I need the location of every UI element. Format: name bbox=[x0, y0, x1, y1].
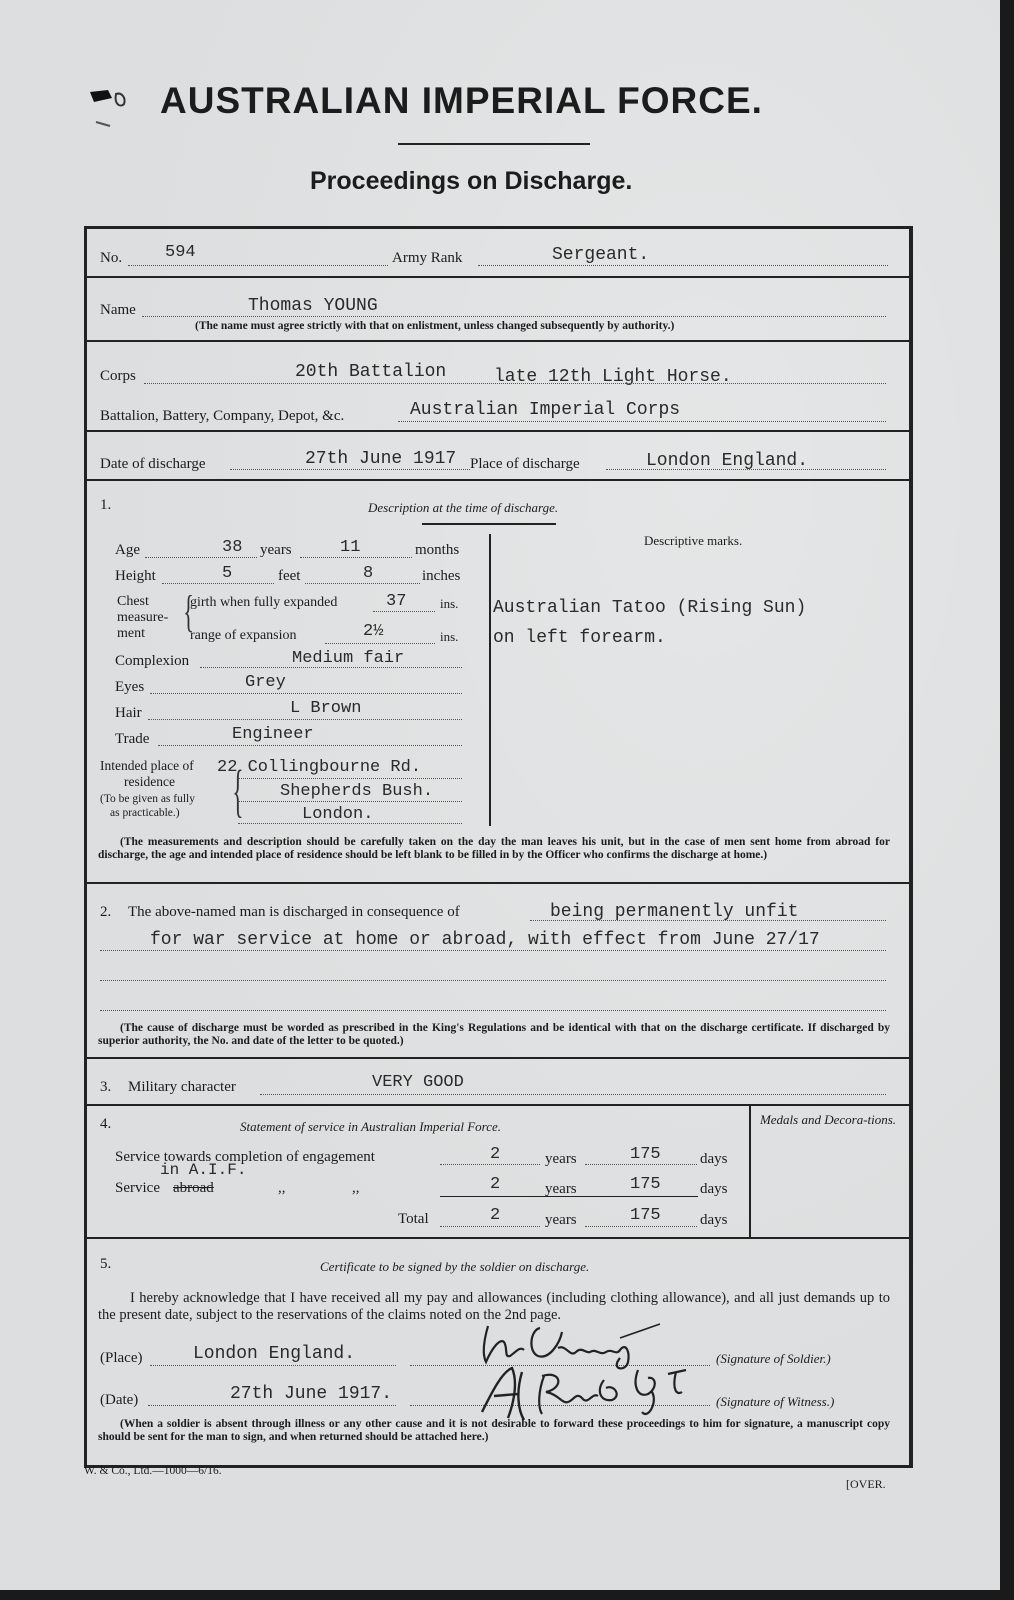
punch-hole-mark bbox=[86, 84, 146, 134]
residence-line-3: London. bbox=[302, 805, 374, 824]
dotted-line bbox=[150, 1365, 396, 1366]
medals-column-divider bbox=[749, 1104, 751, 1237]
marks-line-1: Australian Tatoo (Rising Sun) bbox=[493, 598, 807, 618]
dotted-line bbox=[230, 469, 470, 470]
chest-label: measure- bbox=[117, 610, 169, 625]
medals-label: Medals and Decora-tions. bbox=[759, 1112, 897, 1127]
range-label: range of expansion bbox=[190, 628, 297, 643]
dotted-line bbox=[100, 1010, 886, 1011]
dotted-line bbox=[238, 823, 462, 824]
dotted-line bbox=[530, 920, 886, 921]
residence-line-2: Shepherds Bush. bbox=[280, 782, 434, 801]
section2-value-line-1: being permanently unfit bbox=[550, 902, 799, 922]
corps-value-1: 20th Battalion bbox=[295, 362, 447, 382]
corps-value-2: late 12th Light Horse. bbox=[494, 367, 732, 387]
dotted-line bbox=[300, 557, 412, 558]
section5-number: 5. bbox=[100, 1256, 112, 1272]
sum-line bbox=[440, 1196, 698, 1197]
years-label: years bbox=[545, 1212, 577, 1228]
form-subtitle: Proceedings on Discharge. bbox=[310, 167, 633, 195]
complexion-label: Complexion bbox=[115, 653, 190, 669]
chest-label: ment bbox=[117, 626, 145, 641]
over-mark: [OVER. bbox=[846, 1477, 886, 1491]
heading-underline bbox=[422, 523, 556, 525]
girth-label: girth when fully expanded bbox=[190, 595, 338, 610]
chest-label: Chest bbox=[117, 594, 149, 609]
days-label: days bbox=[700, 1151, 728, 1167]
service-row2-insert: in A.I.F. bbox=[160, 1161, 247, 1179]
eyes-label: Eyes bbox=[115, 679, 145, 695]
dotted-line bbox=[100, 950, 886, 951]
section1-heading: Description at the time of discharge. bbox=[368, 500, 559, 515]
dotted-line bbox=[585, 1164, 697, 1165]
girth-value: 37 bbox=[386, 592, 407, 611]
section5-note: (When a soldier is absent through illness or any other cause and it is not desirable to forward these proceedings to him for signature, a manuscript copy should be sent for the man to sign, and when returned should be attached here.) bbox=[98, 1418, 890, 1443]
service-row1-years: 2 bbox=[490, 1145, 501, 1164]
battalion-label: Battalion, Battery, Company, Depot, &c. bbox=[100, 408, 345, 424]
marks-line-2: on left forearm. bbox=[493, 628, 666, 648]
section4-number: 4. bbox=[100, 1116, 112, 1132]
dotted-line bbox=[200, 667, 462, 668]
divider bbox=[84, 430, 909, 432]
dotted-line bbox=[305, 583, 420, 584]
dotted-line bbox=[148, 1405, 396, 1406]
divider bbox=[84, 1237, 909, 1239]
printer-mark: W. & Co., Ltd.—1000—6/16. bbox=[84, 1465, 222, 1477]
dotted-line bbox=[148, 719, 462, 720]
section2-note: (The cause of discharge must be worded as prescribed in the King's Regulations and be identical with that on the discharge certificate. If discharged by superior authority, the No. and date of the letter to be quoted.) bbox=[98, 1022, 890, 1047]
residence-label: as practicable.) bbox=[110, 807, 180, 819]
dotted-line bbox=[260, 1094, 886, 1095]
ins-label: ins. bbox=[440, 629, 459, 644]
dotted-line bbox=[128, 265, 388, 266]
divider bbox=[84, 1104, 909, 1106]
discharge-place-label: Place of discharge bbox=[470, 456, 580, 472]
total-label: Total bbox=[398, 1211, 429, 1227]
section2-value-line-2: for war service at home or abroad, with effect from June 27/17 bbox=[150, 930, 820, 950]
place-value: London England. bbox=[193, 1344, 356, 1364]
dotted-line bbox=[144, 383, 886, 384]
feet-label: feet bbox=[278, 568, 301, 584]
hair-label: Hair bbox=[115, 705, 142, 721]
section1-note: (The measurements and description should be carefully taken on the day the man leaves his unit, but in the case of men sent home from abroad for discharge, the age and intended place of residence should be left blank to be filled in by the Officer who confirms the discharge at home.) bbox=[98, 836, 890, 861]
ditto-mark: ,, bbox=[352, 1180, 360, 1196]
witness-signature bbox=[472, 1362, 712, 1426]
signature-soldier-label: (Signature of Soldier.) bbox=[716, 1351, 831, 1366]
dotted-line bbox=[606, 469, 886, 470]
section1-number: 1. bbox=[100, 497, 112, 513]
total-days: 175 bbox=[630, 1206, 661, 1225]
section5-heading: Certificate to be signed by the soldier on discharge. bbox=[320, 1259, 590, 1274]
section5-text: I hereby acknowledge that I have received all my pay and allowances (including clothing allowance), and all just demands up to the present date, subject to the reservations of the claims noted on the 2nd page. bbox=[98, 1290, 890, 1323]
divider bbox=[84, 479, 909, 481]
section1-column-divider bbox=[489, 534, 491, 826]
years-label: years bbox=[260, 542, 292, 558]
residence-label: (To be given as fully bbox=[100, 793, 196, 805]
rank-label: Army Rank bbox=[392, 250, 463, 266]
name-note: (The name must agree strictly with that on enlistment, unless changed subsequently by authority.) bbox=[195, 320, 675, 332]
dotted-line bbox=[398, 421, 886, 422]
dotted-line bbox=[373, 611, 435, 612]
place-label: (Place) bbox=[100, 1350, 143, 1366]
date-value: 27th June 1917. bbox=[230, 1384, 393, 1404]
total-years: 2 bbox=[490, 1206, 501, 1225]
section3-number: 3. bbox=[100, 1079, 112, 1095]
dotted-line bbox=[585, 1226, 697, 1227]
section2-label: The above-named man is discharged in consequence of bbox=[128, 904, 460, 920]
dotted-line bbox=[325, 643, 435, 644]
service-row2-years: 2 bbox=[490, 1175, 501, 1194]
dotted-line bbox=[478, 265, 888, 266]
service-row2-days: 175 bbox=[630, 1175, 661, 1194]
inches-label: inches bbox=[422, 568, 461, 584]
days-label: days bbox=[700, 1181, 728, 1197]
hair-value: L Brown bbox=[290, 699, 362, 718]
divider bbox=[84, 276, 909, 278]
residence-brace: { bbox=[232, 758, 244, 823]
battalion-value: Australian Imperial Corps bbox=[410, 400, 681, 420]
years-label: years bbox=[545, 1181, 577, 1197]
age-months-value: 11 bbox=[340, 538, 361, 557]
dotted-line bbox=[238, 778, 462, 779]
service-row2-label: Service bbox=[115, 1180, 160, 1196]
service-row1-days: 175 bbox=[630, 1145, 661, 1164]
ditto-mark: ,, bbox=[278, 1180, 286, 1196]
signature-witness-label: (Signature of Witness.) bbox=[716, 1394, 835, 1409]
dotted-line bbox=[162, 583, 274, 584]
residence-label: Intended place of bbox=[100, 758, 194, 773]
section2-number: 2. bbox=[100, 904, 112, 920]
dotted-line bbox=[142, 316, 886, 317]
discharge-place-value: London England. bbox=[646, 451, 809, 471]
name-label: Name bbox=[100, 302, 136, 318]
ins-label: ins. bbox=[440, 596, 459, 611]
dotted-line bbox=[158, 745, 462, 746]
months-label: months bbox=[415, 542, 460, 558]
form-title: AUSTRALIAN IMPERIAL FORCE. bbox=[160, 80, 763, 121]
trade-label: Trade bbox=[115, 731, 150, 747]
eyes-value: Grey bbox=[245, 673, 286, 692]
section4-heading: Statement of service in Australian Imperial Force. bbox=[240, 1119, 502, 1134]
rank-value: Sergeant. bbox=[552, 245, 650, 265]
years-label: years bbox=[545, 1151, 577, 1167]
divider bbox=[84, 340, 909, 342]
corps-label: Corps bbox=[100, 368, 136, 384]
dotted-line bbox=[440, 1226, 540, 1227]
title-underline bbox=[398, 143, 590, 145]
divider bbox=[84, 882, 909, 884]
dotted-line bbox=[150, 693, 462, 694]
divider bbox=[84, 1057, 909, 1059]
dotted-line bbox=[238, 801, 462, 802]
military-character-value: VERY GOOD bbox=[372, 1073, 464, 1092]
discharge-date-label: Date of discharge bbox=[100, 456, 206, 472]
age-label: Age bbox=[115, 542, 140, 558]
height-inches-value: 8 bbox=[363, 564, 374, 583]
range-value: 2½ bbox=[363, 622, 384, 641]
trade-value: Engineer bbox=[232, 725, 314, 744]
dotted-line bbox=[100, 980, 886, 981]
dotted-line bbox=[145, 557, 257, 558]
no-label: No. bbox=[100, 250, 123, 266]
residence-label: residence bbox=[124, 774, 175, 789]
service-row1-label: Service towards completion of engagement bbox=[115, 1149, 375, 1165]
dotted-line bbox=[440, 1164, 540, 1165]
height-feet-value: 5 bbox=[222, 564, 233, 583]
service-row2-struck: abroad bbox=[173, 1180, 214, 1196]
height-label: Height bbox=[115, 568, 156, 584]
residence-line-1: 22 Collingbourne Rd. bbox=[217, 758, 422, 777]
no-value: 594 bbox=[165, 243, 196, 262]
age-years-value: 38 bbox=[222, 538, 243, 557]
days-label: days bbox=[700, 1212, 728, 1228]
chest-brace: { bbox=[183, 587, 194, 636]
marks-label: Descriptive marks. bbox=[644, 533, 743, 548]
name-value: Thomas YOUNG bbox=[248, 296, 378, 316]
section3-label: Military character bbox=[128, 1079, 236, 1095]
date-label: (Date) bbox=[100, 1392, 139, 1408]
discharge-date-value: 27th June 1917 bbox=[305, 449, 457, 469]
complexion-value: Medium fair bbox=[292, 649, 405, 668]
